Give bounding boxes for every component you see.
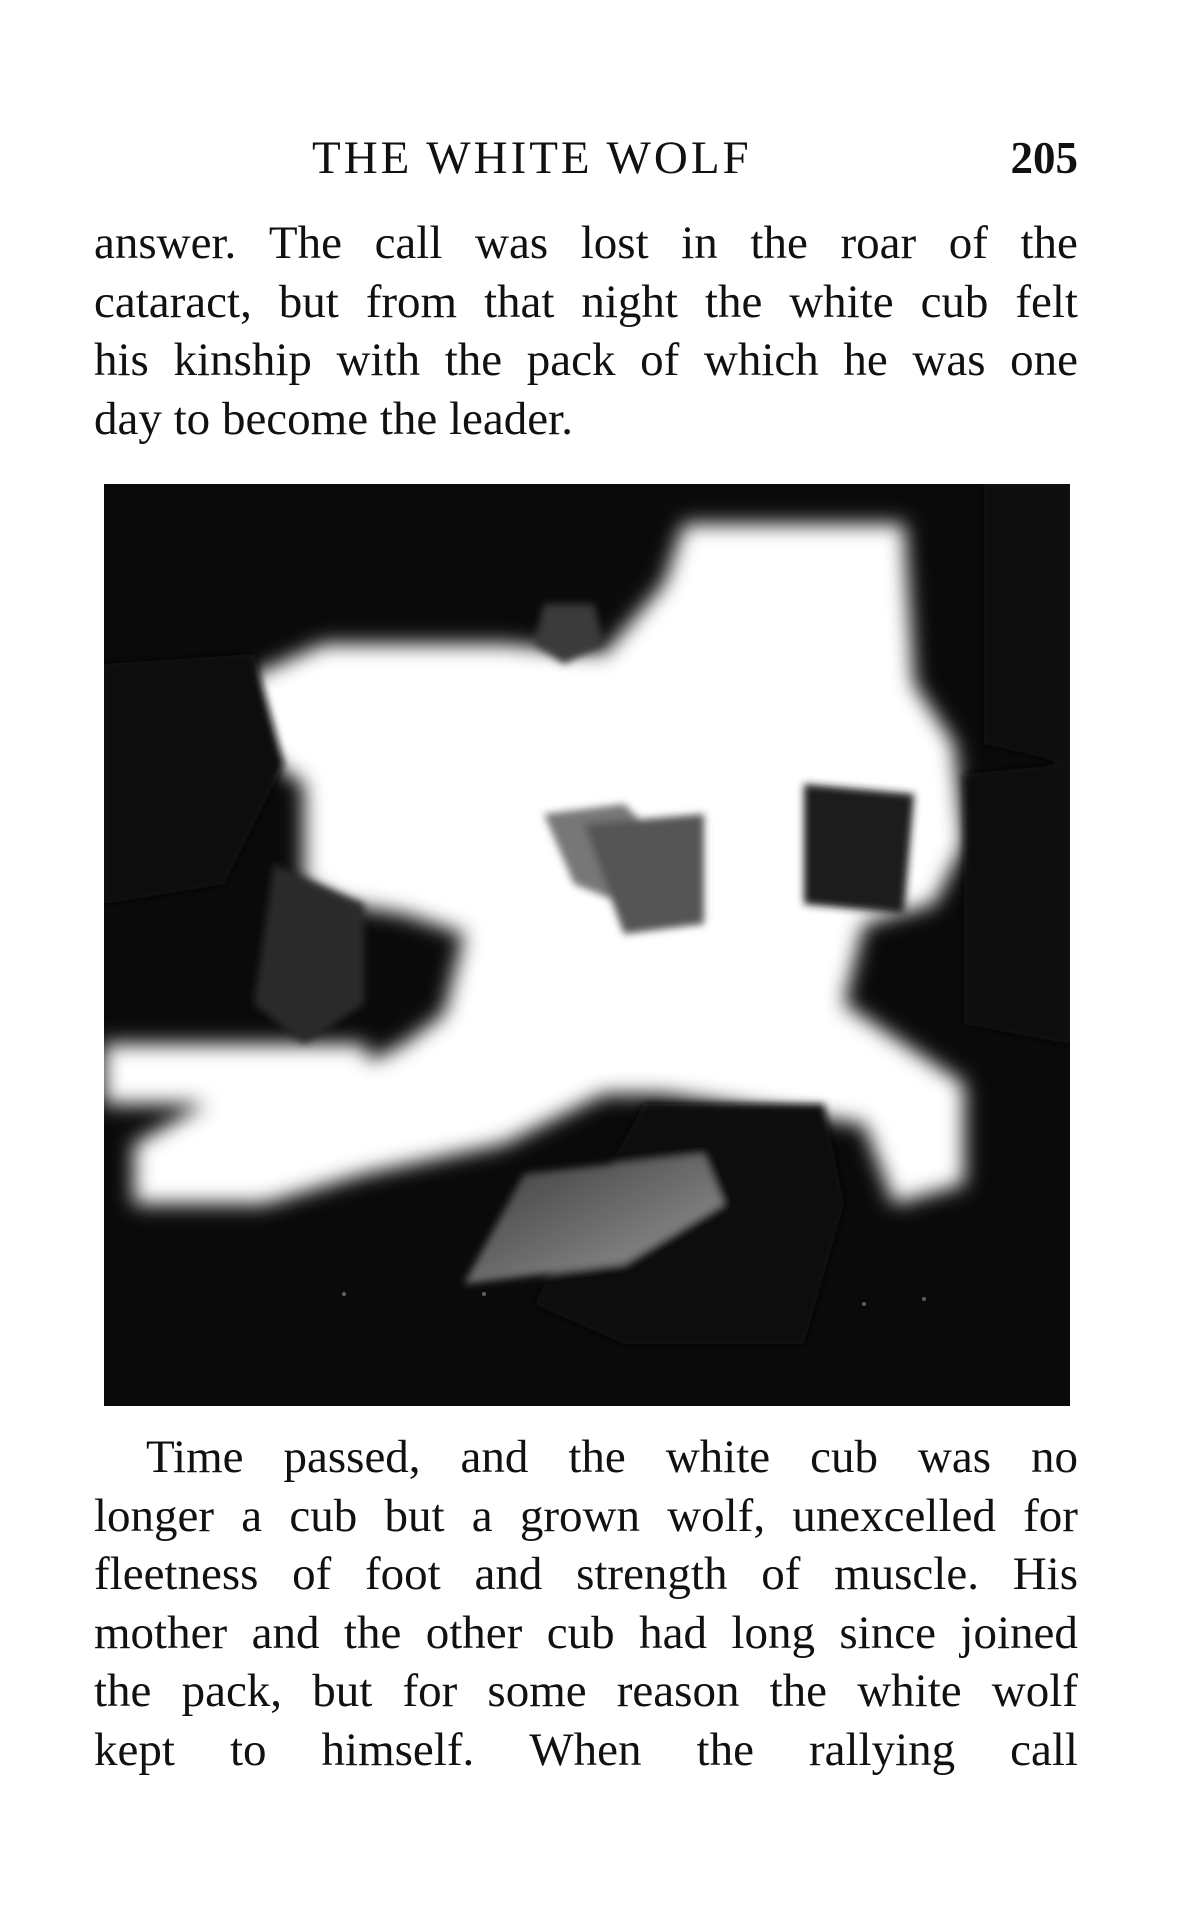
word: The — [268, 217, 342, 269]
word: Time — [146, 1431, 244, 1483]
word: His — [1012, 1548, 1078, 1600]
word: the — [750, 217, 808, 269]
word: the — [444, 334, 503, 386]
word: the — [379, 392, 438, 445]
word: had — [639, 1606, 707, 1659]
word: the — [696, 1723, 754, 1776]
word: pack, — [181, 1665, 283, 1717]
word: call — [1010, 1723, 1078, 1776]
running-title: THE WHITE WOLF — [312, 132, 752, 184]
text-line — [94, 1662, 1078, 1721]
word: the — [568, 1431, 626, 1483]
text-line — [94, 214, 1078, 273]
text-line — [94, 1604, 1078, 1663]
word: his — [94, 334, 149, 386]
word: mother — [94, 1606, 228, 1659]
word: was — [917, 1431, 992, 1483]
word: a — [471, 1489, 493, 1542]
word: the — [769, 1665, 828, 1717]
word: night — [581, 275, 678, 328]
word: to — [229, 1723, 267, 1776]
word: cub — [289, 1489, 358, 1542]
word: that — [483, 275, 555, 328]
word: white — [857, 1665, 962, 1717]
word: with — [336, 334, 421, 386]
word: of — [292, 1548, 332, 1600]
word: and — [460, 1431, 529, 1483]
paragraph-top — [94, 214, 1078, 448]
word: of — [948, 217, 988, 269]
word: lost — [580, 217, 649, 269]
word: was — [912, 334, 986, 386]
word: wolf, — [667, 1489, 766, 1542]
text-line — [94, 1428, 1078, 1487]
text-line — [94, 273, 1078, 332]
word: of — [640, 334, 680, 386]
page-number: 205 — [1010, 133, 1078, 183]
wolf-photograph — [104, 484, 1070, 1406]
word: fleetness — [94, 1548, 259, 1600]
word: grown — [519, 1489, 640, 1542]
word: call — [374, 217, 443, 269]
word: long — [731, 1606, 815, 1659]
word: the — [343, 1606, 402, 1659]
word: and — [251, 1606, 320, 1659]
word: no — [1030, 1431, 1078, 1483]
word: strength — [576, 1548, 728, 1600]
word: leader. — [449, 392, 573, 445]
word: cataract, — [94, 275, 252, 328]
word: one — [1010, 334, 1078, 386]
word: which — [703, 334, 819, 386]
text-line — [94, 390, 1078, 449]
word: pack — [526, 334, 616, 386]
word: from — [365, 275, 458, 328]
word: a — [241, 1489, 263, 1542]
word: for — [402, 1665, 458, 1717]
word: he — [843, 334, 888, 386]
paragraph-bottom — [94, 1428, 1078, 1779]
word: become — [221, 392, 369, 445]
word: joined — [960, 1606, 1078, 1659]
word: answer. — [94, 217, 237, 269]
word: rallying — [808, 1723, 956, 1776]
word: to — [173, 392, 211, 445]
word: roar — [840, 217, 917, 269]
word: white — [665, 1431, 771, 1483]
word: other — [425, 1606, 523, 1659]
word: the — [94, 1665, 152, 1717]
word: cub — [920, 275, 989, 328]
word: in — [681, 217, 718, 269]
word: was — [475, 217, 549, 269]
text-line — [94, 1545, 1078, 1604]
word: passed, — [283, 1431, 421, 1483]
word: but — [278, 275, 339, 328]
word: but — [384, 1489, 445, 1542]
word: kept — [94, 1723, 175, 1776]
text-line — [94, 331, 1078, 390]
word: felt — [1015, 275, 1078, 328]
word: foot — [365, 1548, 441, 1600]
word: unexcelled — [792, 1489, 996, 1542]
text-line — [94, 1487, 1078, 1546]
word: the — [704, 275, 763, 328]
page-header — [94, 128, 1078, 188]
word: for — [1023, 1489, 1078, 1542]
word: cub — [810, 1431, 878, 1483]
word: muscle. — [834, 1548, 979, 1600]
word: some — [487, 1665, 587, 1717]
word: wolf — [991, 1665, 1078, 1717]
word: longer — [94, 1489, 215, 1542]
word: reason — [616, 1665, 740, 1717]
wolf-illustration-icon — [104, 484, 1070, 1406]
word: of — [761, 1548, 801, 1600]
word: white — [789, 275, 894, 328]
word: When — [529, 1723, 642, 1776]
text-line — [94, 1721, 1078, 1780]
word: himself. — [321, 1723, 475, 1776]
word: and — [474, 1548, 543, 1600]
word: since — [839, 1606, 936, 1659]
word: cub — [546, 1606, 615, 1659]
word: the — [1020, 217, 1078, 269]
word: day — [94, 392, 162, 445]
word: but — [312, 1665, 373, 1717]
word: kinship — [173, 334, 312, 386]
